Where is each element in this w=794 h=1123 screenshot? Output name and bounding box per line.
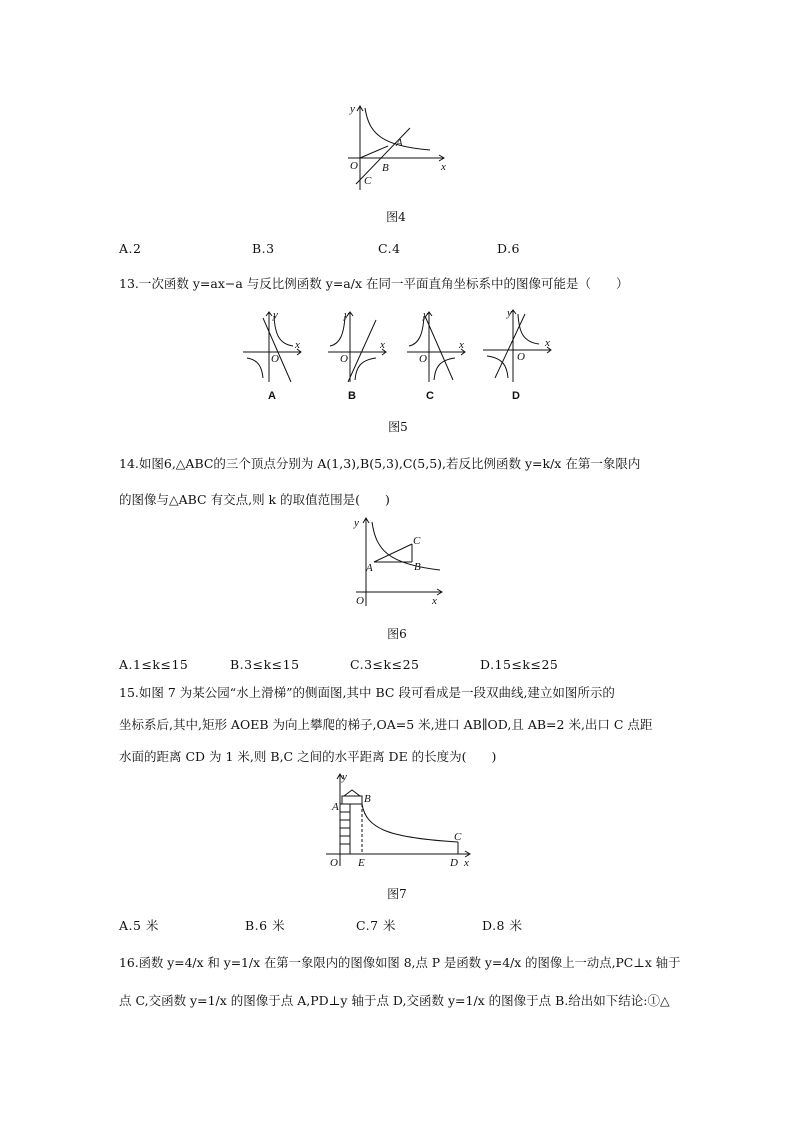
q12-option-c[interactable]: C.4 [378, 241, 401, 256]
q16-stem-line2: 点 C,交函数 y=1/x 的图像于点 A,PD⊥y 轴于点 D,交函数 y=1/x 的图像于点 B.给出如下结论:①△ [119, 993, 670, 1008]
svg-text:O: O [517, 351, 525, 363]
fig6-y-label: y [354, 517, 359, 529]
svg-text:x: x [464, 857, 469, 868]
fig4-caption: 图4 [386, 210, 406, 224]
fig4-point-a: A [396, 137, 403, 149]
q13-graph-d-label[interactable]: D [512, 390, 520, 402]
svg-text:D: D [450, 857, 458, 868]
svg-text:O: O [271, 353, 279, 365]
q15-option-a[interactable]: A.5 米 [119, 918, 159, 933]
q15-stem-line3: 水面的距离 CD 为 1 米,则 B,C 之间的水平距离 DE 的长度为( ) [119, 749, 497, 764]
q14-option-a[interactable]: A.1≤k≤15 [119, 657, 189, 672]
q15-stem-line2: 坐标系后,其中,矩形 AOEB 为向上攀爬的梯子,OA=5 米,进口 AB∥OD,且 AB=2 米,出口 C 点距 [119, 717, 653, 732]
svg-text:O: O [419, 353, 427, 365]
q12-option-b[interactable]: B.3 [252, 241, 275, 256]
q13-graph-c [405, 308, 467, 384]
q16-stem-line1: 16.函数 y=4/x 和 y=1/x 在第一象限内的图像如图 8,点 P 是函数 y=4/x 的图像上一动点,PC⊥x 轴于 [119, 955, 681, 970]
svg-text:x: x [459, 339, 464, 351]
q13-graph-a [241, 308, 303, 384]
q15-option-b[interactable]: B.6 米 [245, 918, 286, 933]
figure-6 [348, 512, 448, 608]
q13-stem: 13.一次函数 y=ax−a 与反比例函数 y=a/x 在同一平面直角坐标系中的图像可能是（ ） [119, 276, 629, 291]
q15-option-c[interactable]: C.7 米 [356, 918, 397, 933]
svg-text:B: B [364, 793, 371, 805]
svg-text:x: x [380, 339, 385, 351]
q13-graph-b [326, 308, 388, 384]
svg-text:y: y [423, 309, 428, 321]
svg-text:C: C [454, 831, 462, 843]
q15-option-d[interactable]: D.8 米 [482, 918, 523, 933]
svg-text:E: E [358, 857, 365, 868]
fig7-caption: 图7 [387, 887, 407, 901]
q15-stem-line1: 15.如图 7 为某公园“水上滑梯”的侧面图,其中 BC 段可看成是一段双曲线,建立如图所示的 [119, 685, 615, 700]
figure-4 [338, 100, 450, 192]
svg-text:x: x [295, 339, 300, 351]
fig5-caption: 图5 [388, 420, 408, 434]
q14-option-c[interactable]: C.3≤k≤25 [350, 657, 420, 672]
svg-text:O: O [356, 595, 364, 607]
q13-graph-c-label[interactable]: C [426, 390, 434, 402]
q14-option-b[interactable]: B.3≤k≤15 [230, 657, 300, 672]
figure-7 [322, 770, 474, 868]
svg-text:B: B [414, 561, 421, 573]
q14-stem-line1: 14.如图6,△ABC的三个顶点分别为 A(1,3),B(5,3),C(5,5),若反比例函数 y=k/x 在第一象限内 [119, 456, 641, 471]
svg-text:y: y [507, 307, 512, 319]
svg-text:x: x [432, 595, 437, 607]
svg-text:C: C [413, 535, 421, 547]
q13-graph-d [481, 306, 553, 384]
svg-text:y: y [342, 771, 347, 783]
svg-text:O: O [330, 857, 338, 868]
fig4-point-b: B [382, 162, 389, 174]
svg-text:A: A [366, 562, 373, 574]
fig4-x-label: x [441, 161, 446, 173]
svg-text:y: y [273, 309, 278, 321]
q13-graph-a-label[interactable]: A [268, 390, 276, 402]
q14-option-d[interactable]: D.15≤k≤25 [480, 657, 559, 672]
svg-text:A: A [332, 801, 339, 813]
svg-text:O: O [340, 353, 348, 365]
svg-text:y: y [344, 309, 349, 321]
fig4-origin-label: O [350, 160, 358, 172]
fig4-point-c: C [364, 175, 372, 187]
q13-graph-b-label[interactable]: B [348, 390, 356, 402]
q14-stem-line2: 的图像与△ABC 有交点,则 k 的取值范围是( ) [119, 492, 390, 507]
fig6-caption: 图6 [387, 627, 407, 641]
svg-text:x: x [545, 337, 550, 349]
fig4-y-label: y [350, 103, 355, 115]
q12-option-a[interactable]: A.2 [119, 241, 142, 256]
q12-option-d[interactable]: D.6 [497, 241, 521, 256]
